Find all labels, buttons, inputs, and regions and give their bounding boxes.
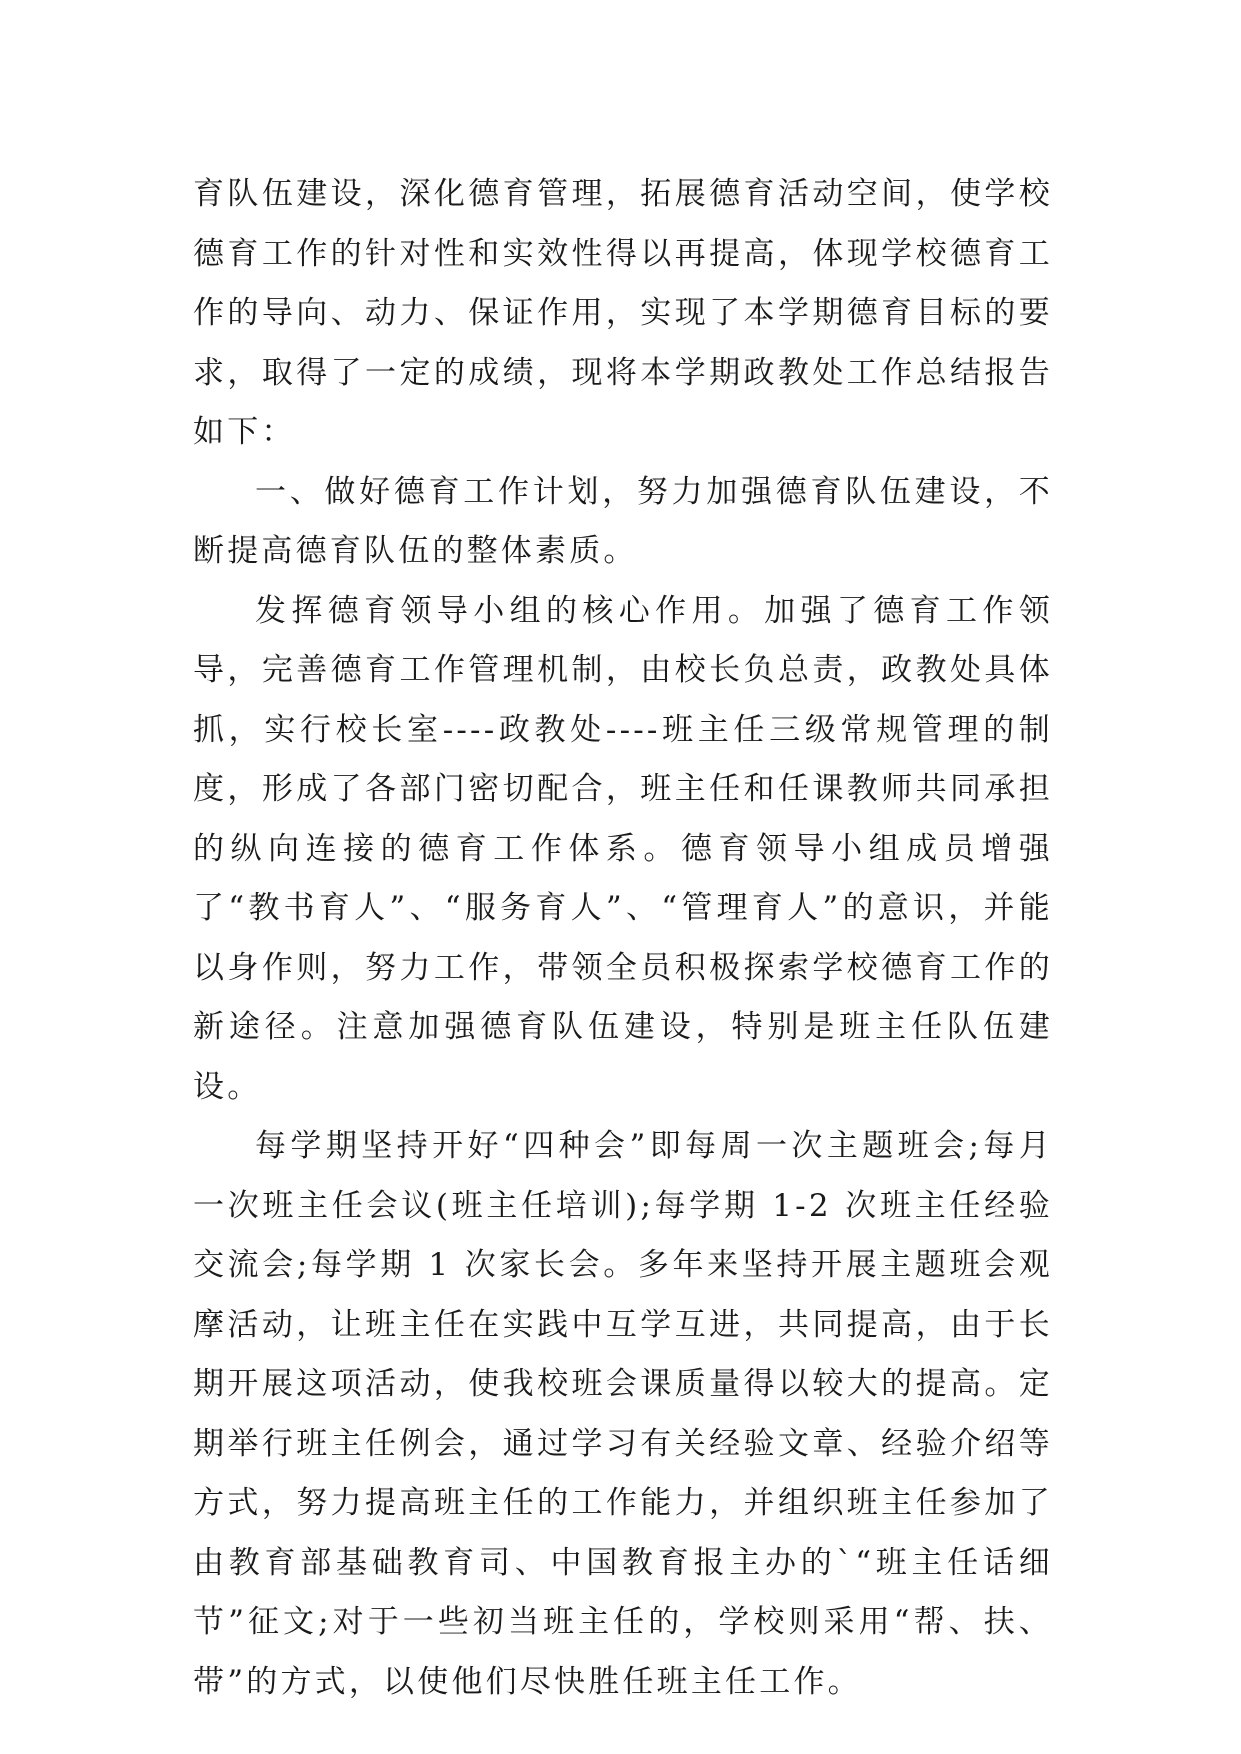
- paragraph-continuation: 育队伍建设，深化德育管理，拓展德育活动空间，使学校德育工作的针对性和实效性得以再提高，体现学校德育工作的导向、动力、保证作用，实现了本学期德育目标的要求，取得了一定的成绩，现将本学期政教处工作总结报告如下：: [193, 176, 1053, 450]
- paragraph-meetings: 每学期坚持开好“四种会”即每周一次主题班会;每月一次班主任会议(班主任培训);每学期 1-2 次班主任经验交流会;每学期 1 次家长会。多年来坚持开展主题班会观摩活动，让班主任在实践中互学互进，共同提高，由于长期开展这项活动，使我校班会课质量得以较大的提高。定期举行班主任例会，通过学习有关经验文章、经验介绍等方式，努力提高班主任的工作能力，并组织班主任参加了由教育部基础教育司、中国教育报主办的`“班主任话细节”征文;对于一些初当班主任的，学校则采用“帮、扶、带”的方式，以使他们尽快胜任班主任工作。: [193, 1128, 1053, 1700]
- paragraph-section-heading: 一、做好德育工作计划，努力加强德育队伍建设，不断提高德育队伍的整体素质。: [193, 473, 1053, 569]
- paragraph-leadership: 发挥德育领导小组的核心作用。加强了德育工作领导，完善德育工作管理机制，由校长负总责，政教处具体抓，实行校长室----政教处----班主任三级常规管理的制度，形成了各部门密切配合，班主任和任课教师共同承担的纵向连接的德育工作体系。德育领导小组成员增强了“教书育人”、“服务育人”、“管理育人”的意识，并能以身作则，努力工作，带领全员积极探索学校德育工作的新途径。注意加强德育队伍建设，特别是班主任队伍建设。: [193, 592, 1053, 1105]
- body-text: [193, 165, 1053, 1712]
